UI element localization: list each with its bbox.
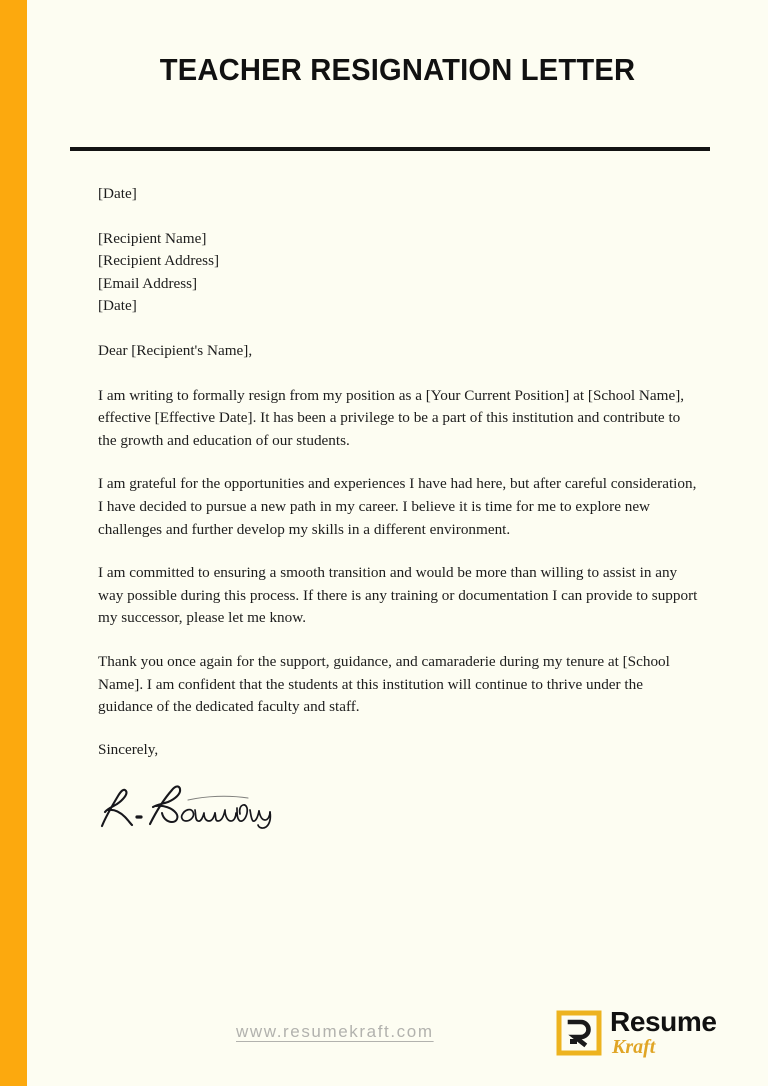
letter-body bbox=[98, 183, 698, 761]
page-title: TEACHER RESIGNATION LETTER bbox=[159, 52, 636, 87]
resumekraft-mark-icon bbox=[556, 1010, 602, 1056]
recipient-block bbox=[98, 228, 698, 318]
spacer-before-closing bbox=[98, 719, 698, 739]
spacer-after-salutation bbox=[98, 363, 698, 385]
date-block bbox=[98, 183, 698, 206]
recipient-date: [Date] bbox=[98, 297, 137, 315]
page-footer bbox=[0, 1006, 768, 1072]
body-paragraph-1: I am writing to formally resign from my position as a [Your Current Position] at [School Name], effective [Effective Date]. It has been a privilege to be a part of this institution and contribute to the growth and education of our students. bbox=[98, 386, 685, 449]
title-divider bbox=[70, 147, 710, 151]
website-url-link[interactable]: www.resumekraft.com bbox=[236, 1022, 434, 1041]
recipient-address: [Recipient Address] bbox=[98, 252, 220, 270]
salutation: Dear [Recipient's Name], bbox=[98, 341, 253, 359]
recipient-email: [Email Address] bbox=[98, 274, 198, 292]
spacer-after-recipient bbox=[98, 318, 698, 340]
brand-secondary-text: Kraft bbox=[612, 1036, 656, 1058]
resumekraft-logo[interactable] bbox=[556, 1008, 717, 1057]
spacer-after-date bbox=[98, 206, 698, 228]
closing-line: Sincerely, bbox=[98, 740, 159, 758]
date-top: [Date] bbox=[98, 185, 137, 202]
body-paragraph-3: I am committed to ensuring a smooth transition and would be more than willing to assist in any way possible during this process. If there is any training or documentation I can provide to support my successor, please let me know. bbox=[98, 564, 698, 627]
brand-primary-text: Resume bbox=[610, 1006, 717, 1037]
recipient-name: [Recipient Name] bbox=[98, 229, 207, 247]
left-accent-bar bbox=[0, 0, 27, 1086]
body-paragraph-2: I am grateful for the opportunities and experiences I have had here, but after careful consideration, I have decided to pursue a new path in my career. I believe it is time for me to explore new challenges and further develop my skills in a different environment. bbox=[98, 475, 697, 538]
body-paragraph-4: Thank you once again for the support, guidance, and camaraderie during my tenure at [School Name]. I am confident that the students at this institution will continue to thrive under the guidance of the dedicated faculty and staff. bbox=[98, 652, 670, 716]
brand-wordmark bbox=[610, 1008, 717, 1057]
signature-image bbox=[96, 782, 296, 830]
